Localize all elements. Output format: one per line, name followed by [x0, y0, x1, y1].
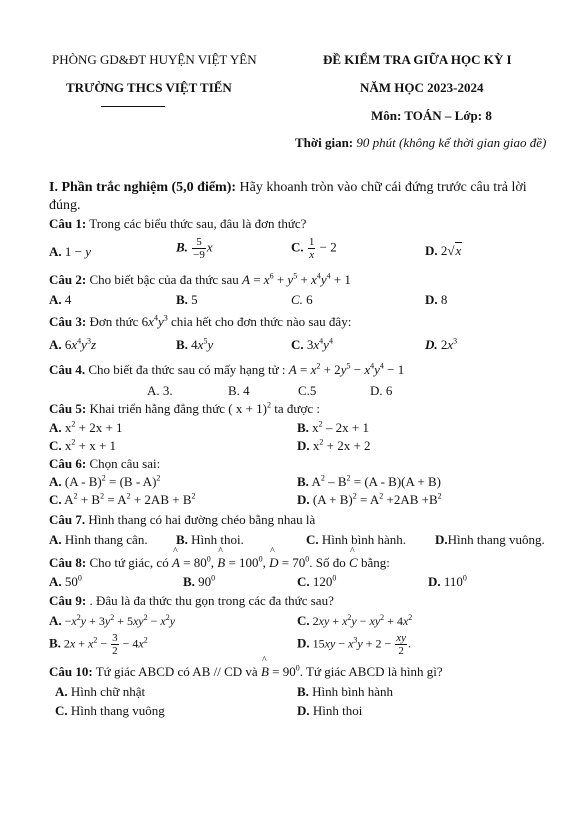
- question-text: Cho biết đa thức sau có mấy hạng tử :: [85, 362, 289, 377]
- q5-option-c: C. $x^2 + x + 1$: [49, 437, 117, 453]
- q5-option-b: B. $x^2 - 2x + 1$: [297, 419, 370, 435]
- question-text: Tứ giác ABCD có AB // CD và: [92, 664, 261, 679]
- q10-option-a: A. Hình chữ nhật: [55, 684, 146, 699]
- question-text: Hình thang có hai đường chéo bằng nhau là: [85, 512, 316, 527]
- q8-option-a: A. $50^0$: [49, 573, 82, 589]
- q8-option-c: C. $120^0$: [297, 573, 337, 589]
- q7-option-d: D.Hình thang vuông.: [435, 532, 545, 547]
- q4-option-c: C.5: [298, 383, 317, 398]
- question-label: Câu 8:: [49, 555, 87, 570]
- subject-grade: Môn: TOÁN – Lớp: 8: [371, 108, 492, 123]
- q1-option-c: C. $\frac{1}{x}$ − 2: [291, 236, 337, 261]
- question-text: . Đâu là đa thức thu gọn trong các đa thức sau?: [86, 593, 334, 608]
- q10-option-d: D. Hình thoi: [297, 703, 363, 718]
- q9-option-d: D. $15xy - x^3y + 2$ − $\frac{xy}{2}$ .: [297, 632, 412, 657]
- question-label: Câu 3:: [49, 314, 87, 329]
- question-8: Câu 8: Cho tứ giác, có ^ $A = 80^0$, ^ $B = 100^0$, ^ $D = 70^0$. Số đo ^ C bằng:: [49, 555, 390, 571]
- q3-option-a: A. $6x^4y^3z$: [49, 336, 97, 352]
- question-text: Chọn câu sai:: [86, 456, 161, 471]
- q7-option-c: C. Hình bình hành.: [306, 532, 407, 547]
- question-text: Trong các biểu thức sau, đâu là đơn thức?: [86, 216, 307, 231]
- question-label: Câu 7.: [49, 512, 86, 527]
- question-3: Câu 3: Đơn thức $6x^4y^3$ chia hết cho đơn thức nào sau đây:: [49, 313, 352, 329]
- question-text-2: ta được :: [271, 401, 320, 416]
- section-instruction-cont: đúng.: [49, 198, 81, 213]
- q5-option-a: A. $x^2 + 2x + 1$: [49, 419, 123, 435]
- question-text-2: . Tứ giác ABCD là hình gì?: [299, 664, 443, 679]
- question-4: Câu 4. Cho biết đa thức sau có mấy hạng tử : $A = x^2 + 2y^5 - x^4y^4 - 1$: [49, 361, 405, 377]
- header-divider: [101, 106, 165, 107]
- q1-option-d: D. 2√x: [425, 243, 462, 258]
- question-7: [49, 512, 315, 528]
- q2-option-b: B. 5: [176, 292, 198, 307]
- q2-option-c: C. 6: [291, 292, 313, 307]
- exam-time: [295, 135, 546, 151]
- school-name: TRƯỜNG THCS VIỆT TIẾN: [66, 80, 232, 95]
- time-value: 90 phút (không kể thời gian giao đề): [356, 135, 547, 150]
- question-text-2: chia hết cho đơn thức nào sau đây:: [167, 314, 352, 329]
- q4-option-a: A. 3.: [147, 383, 173, 398]
- q6-option-d: D. $(A + B)^2 = A^2 +2AB +B^2$: [297, 491, 442, 507]
- question-text: Khai triển hằng đẳng thức ( x + 1): [86, 401, 268, 416]
- q10-option-c: C. Hình thang vuông: [55, 703, 165, 718]
- question-label: Câu 5:: [49, 401, 87, 416]
- q10-option-b: B. Hình bình hành: [297, 684, 394, 699]
- question-label: Câu 6:: [49, 456, 87, 471]
- q6-option-a: A. (A - B)$^2$ = (B - A)$^2$: [49, 473, 161, 489]
- question-text-2: . Số đo: [309, 555, 350, 570]
- q7-option-a: A. Hình thang cân.: [49, 532, 148, 547]
- department-name: PHÒNG GD&ĐT HUYỆN VIỆT YÊN: [52, 52, 257, 67]
- question-label: Câu 1:: [49, 216, 87, 231]
- q4-option-d: D. 6: [370, 383, 393, 398]
- q3-option-d: D. $2x^3$: [425, 336, 458, 352]
- q5-option-d: D. $x^2 + 2x + 2$: [297, 437, 371, 453]
- school-year: NĂM HỌC 2023-2024: [360, 80, 484, 95]
- q8-option-b: B. $90^0$: [183, 573, 216, 589]
- time-label: Thời gian:: [295, 135, 354, 150]
- question-text-3: bằng:: [357, 555, 390, 570]
- q9-option-c: C. $2xy + x^2y - xy^2 + 4x^2$: [297, 613, 413, 628]
- q2-option-a: A. 4: [49, 292, 72, 307]
- question-text: Cho tứ giác, có: [86, 555, 172, 570]
- question-label: Câu 9:: [49, 593, 87, 608]
- q9-option-a: A. $-x^2y + 3y^2 + 5xy^2 - x^2y$: [49, 613, 176, 628]
- q3-option-c: C. $3x^4y^4$: [291, 336, 333, 352]
- q6-option-c: C. $A^2 + B^2 = A^2 + 2AB + B^2$: [49, 491, 196, 507]
- q1-option-a: A. 1 − y: [49, 244, 92, 259]
- q4-option-b: B. 4: [228, 383, 250, 398]
- question-1: [49, 216, 306, 232]
- section-instruction: Hãy khoanh tròn vào chữ cái đứng trước câu trả lời: [236, 180, 527, 195]
- q2-option-d: D. 8: [425, 292, 448, 307]
- question-label: Câu 4.: [49, 362, 86, 377]
- question-9: [49, 593, 334, 609]
- q1-option-b: B. $\frac{5}{-9}$ x: [176, 236, 213, 261]
- q6-option-b: B. $A^2 - B^2 = (A - B)(A + B)$: [297, 473, 442, 489]
- question-5: Câu 5: Khai triển hằng đẳng thức ( x + 1)$^2$ ta được :: [49, 400, 320, 416]
- q8-option-d: D. $110^0$: [428, 573, 467, 589]
- section-title: I. Phần trắc nghiệm (5,0 điểm):: [49, 180, 237, 195]
- q9-option-b: B. $2x + x^2$ − $\frac{3}{2}$ − $4x^2$: [49, 632, 148, 657]
- exam-title: ĐỀ KIỂM TRA GIỮA HỌC KỲ I: [323, 52, 512, 67]
- q3-option-b: B. $4x^5y$: [176, 336, 214, 352]
- question-2: Câu 2: Cho biết bậc của đa thức sau $A = x^6 + y^5 + x^4y^4 + 1$: [49, 271, 351, 287]
- question-6: [49, 456, 160, 472]
- question-label: Câu 10:: [49, 664, 93, 679]
- question-text: Cho biết bậc của đa thức sau: [86, 272, 242, 287]
- question-label: Câu 2:: [49, 272, 87, 287]
- q7-option-b: B. Hình thoi.: [176, 532, 244, 547]
- question-10: Câu 10: Tứ giác ABCD có AB // CD và ^ $B = 90^0$. Tứ giác ABCD là hình gì?: [49, 664, 443, 680]
- question-text: Đơn thức: [86, 314, 142, 329]
- section-heading: [49, 180, 527, 196]
